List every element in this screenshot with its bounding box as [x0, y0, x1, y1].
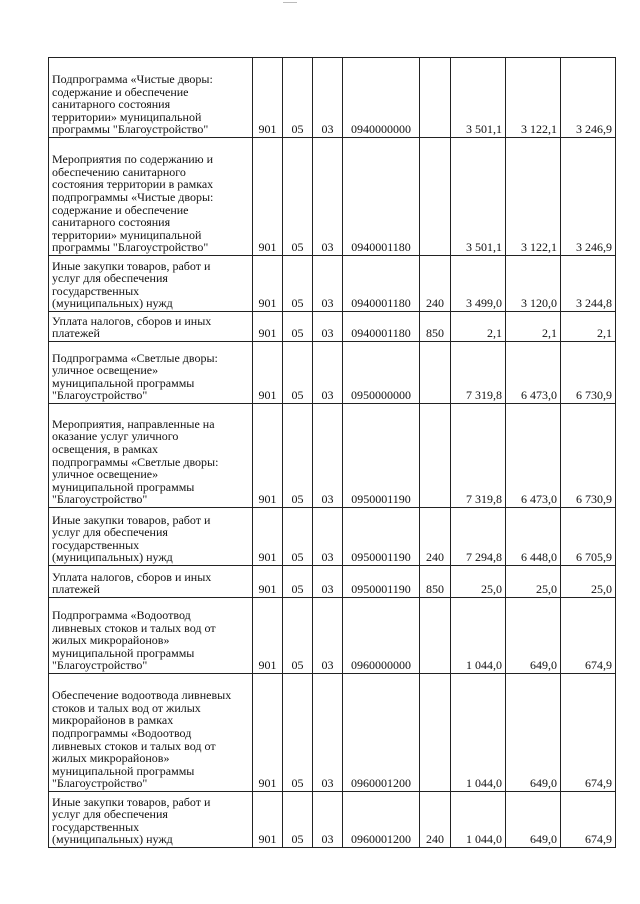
- amount-year-1: 25,0: [451, 566, 506, 598]
- section-code: 05: [283, 312, 313, 342]
- row-description: Уплата налогов, сборов и иных платежей: [49, 566, 253, 598]
- amount-year-3: 3 246,9: [561, 58, 616, 138]
- table-row: [49, 404, 616, 508]
- amount-year-1: 1 044,0: [451, 792, 506, 848]
- row-description: Иные закупки товаров, работ и услуг для обеспечения государственных (муниципальных) нужд: [49, 792, 253, 848]
- expense-type-code: [420, 404, 451, 508]
- amount-year-1: 3 501,1: [451, 138, 506, 256]
- section-code: 05: [283, 404, 313, 508]
- target-article-code: 0960000000: [343, 598, 420, 674]
- amount-year-2: 649,0: [506, 598, 561, 674]
- table-row: [49, 566, 616, 598]
- expense-type-code: 240: [420, 256, 451, 312]
- subsection-code: 03: [313, 674, 343, 792]
- section-code: 05: [283, 792, 313, 848]
- subsection-code: 03: [313, 598, 343, 674]
- budget-table: [48, 57, 616, 848]
- expense-type-code: 240: [420, 792, 451, 848]
- amount-year-2: 3 122,1: [506, 58, 561, 138]
- admin-code: 901: [253, 674, 283, 792]
- amount-year-3: 3 244,8: [561, 256, 616, 312]
- subsection-code: 03: [313, 312, 343, 342]
- admin-code: 901: [253, 598, 283, 674]
- amount-year-3: 674,9: [561, 598, 616, 674]
- amount-year-2: 6 473,0: [506, 404, 561, 508]
- section-code: 05: [283, 674, 313, 792]
- row-description: Подпрограмма «Водоотвод ливневых стоков и талых вод от жилых микрорайонов» муниципальной программы "Благоустройство": [49, 598, 253, 674]
- row-description: Иные закупки товаров, работ и услуг для обеспечения государственных (муниципальных) нужд: [49, 256, 253, 312]
- subsection-code: 03: [313, 342, 343, 404]
- table-row: [49, 312, 616, 342]
- expense-type-code: 240: [420, 508, 451, 566]
- admin-code: 901: [253, 138, 283, 256]
- table-row: [49, 138, 616, 256]
- section-code: 05: [283, 342, 313, 404]
- amount-year-2: 25,0: [506, 566, 561, 598]
- table-row: [49, 58, 616, 138]
- amount-year-2: 6 473,0: [506, 342, 561, 404]
- amount-year-1: 1 044,0: [451, 598, 506, 674]
- target-article-code: 0950000000: [343, 342, 420, 404]
- row-description: Подпрограмма «Светлые дворы: уличное освещение» муниципальной программы "Благоустройство": [49, 342, 253, 404]
- section-code: 05: [283, 598, 313, 674]
- amount-year-2: 3 120,0: [506, 256, 561, 312]
- amount-year-3: 674,9: [561, 674, 616, 792]
- table-row: [49, 342, 616, 404]
- table-row: [49, 256, 616, 312]
- target-article-code: 0950001190: [343, 404, 420, 508]
- admin-code: 901: [253, 256, 283, 312]
- amount-year-1: 7 319,8: [451, 342, 506, 404]
- amount-year-1: 7 294,8: [451, 508, 506, 566]
- amount-year-3: 6 705,9: [561, 508, 616, 566]
- amount-year-2: 3 122,1: [506, 138, 561, 256]
- expense-type-code: 850: [420, 312, 451, 342]
- amount-year-3: 674,9: [561, 792, 616, 848]
- expense-type-code: [420, 342, 451, 404]
- amount-year-2: 6 448,0: [506, 508, 561, 566]
- amount-year-3: 3 246,9: [561, 138, 616, 256]
- row-description: Обеспечение водоотвода ливневых стоков и талых вод от жилых микрорайонов в рамках подпрограммы «Водоотвод ливневых стоков и талых вод от жилых микрорайонов» муниципальной программы "Благоустройство": [49, 674, 253, 792]
- target-article-code: 0960001200: [343, 792, 420, 848]
- amount-year-3: 6 730,9: [561, 342, 616, 404]
- admin-code: 901: [253, 566, 283, 598]
- admin-code: 901: [253, 58, 283, 138]
- amount-year-3: 6 730,9: [561, 404, 616, 508]
- row-description: Уплата налогов, сборов и иных платежей: [49, 312, 253, 342]
- expense-type-code: [420, 598, 451, 674]
- section-code: 05: [283, 566, 313, 598]
- budget-table-body: [49, 58, 616, 848]
- amount-year-1: 3 501,1: [451, 58, 506, 138]
- expense-type-code: [420, 58, 451, 138]
- amount-year-3: 2,1: [561, 312, 616, 342]
- expense-type-code: [420, 674, 451, 792]
- admin-code: 901: [253, 508, 283, 566]
- target-article-code: 0940001180: [343, 138, 420, 256]
- admin-code: 901: [253, 312, 283, 342]
- target-article-code: 0940001180: [343, 256, 420, 312]
- row-description: Мероприятия по содержанию и обеспечению санитарного состояния территории в рамках подпрограммы «Чистые дворы: содержание и обеспечение санитарного состояния территории» муниципальной программы "Благоустройство": [49, 138, 253, 256]
- expense-type-code: 850: [420, 566, 451, 598]
- target-article-code: 0950001190: [343, 508, 420, 566]
- subsection-code: 03: [313, 566, 343, 598]
- table-row: [49, 508, 616, 566]
- amount-year-3: 25,0: [561, 566, 616, 598]
- amount-year-1: 2,1: [451, 312, 506, 342]
- row-description: Подпрограмма «Чистые дворы: содержание и обеспечение санитарного состояния территории» муниципальной программы "Благоустройство": [49, 58, 253, 138]
- amount-year-1: 7 319,8: [451, 404, 506, 508]
- table-row: [49, 598, 616, 674]
- section-code: 05: [283, 138, 313, 256]
- subsection-code: 03: [313, 404, 343, 508]
- target-article-code: 0960001200: [343, 674, 420, 792]
- admin-code: 901: [253, 792, 283, 848]
- expense-type-code: [420, 138, 451, 256]
- section-code: 05: [283, 58, 313, 138]
- target-article-code: 0940000000: [343, 58, 420, 138]
- amount-year-2: 649,0: [506, 674, 561, 792]
- target-article-code: 0950001190: [343, 566, 420, 598]
- subsection-code: 03: [313, 58, 343, 138]
- section-code: 05: [283, 508, 313, 566]
- amount-year-2: 649,0: [506, 792, 561, 848]
- section-code: 05: [283, 256, 313, 312]
- admin-code: 901: [253, 404, 283, 508]
- row-description: Мероприятия, направленные на оказание услуг уличного освещения, в рамках подпрограммы «Светлые дворы: уличное освещение» муниципальной программы "Благоустройство": [49, 404, 253, 508]
- row-description: Иные закупки товаров, работ и услуг для обеспечения государственных (муниципальных) нужд: [49, 508, 253, 566]
- table-row: [49, 674, 616, 792]
- subsection-code: 03: [313, 792, 343, 848]
- scan-mark: [283, 2, 297, 3]
- admin-code: 901: [253, 342, 283, 404]
- amount-year-1: 1 044,0: [451, 674, 506, 792]
- subsection-code: 03: [313, 508, 343, 566]
- amount-year-1: 3 499,0: [451, 256, 506, 312]
- table-row: [49, 792, 616, 848]
- subsection-code: 03: [313, 138, 343, 256]
- amount-year-2: 2,1: [506, 312, 561, 342]
- subsection-code: 03: [313, 256, 343, 312]
- target-article-code: 0940001180: [343, 312, 420, 342]
